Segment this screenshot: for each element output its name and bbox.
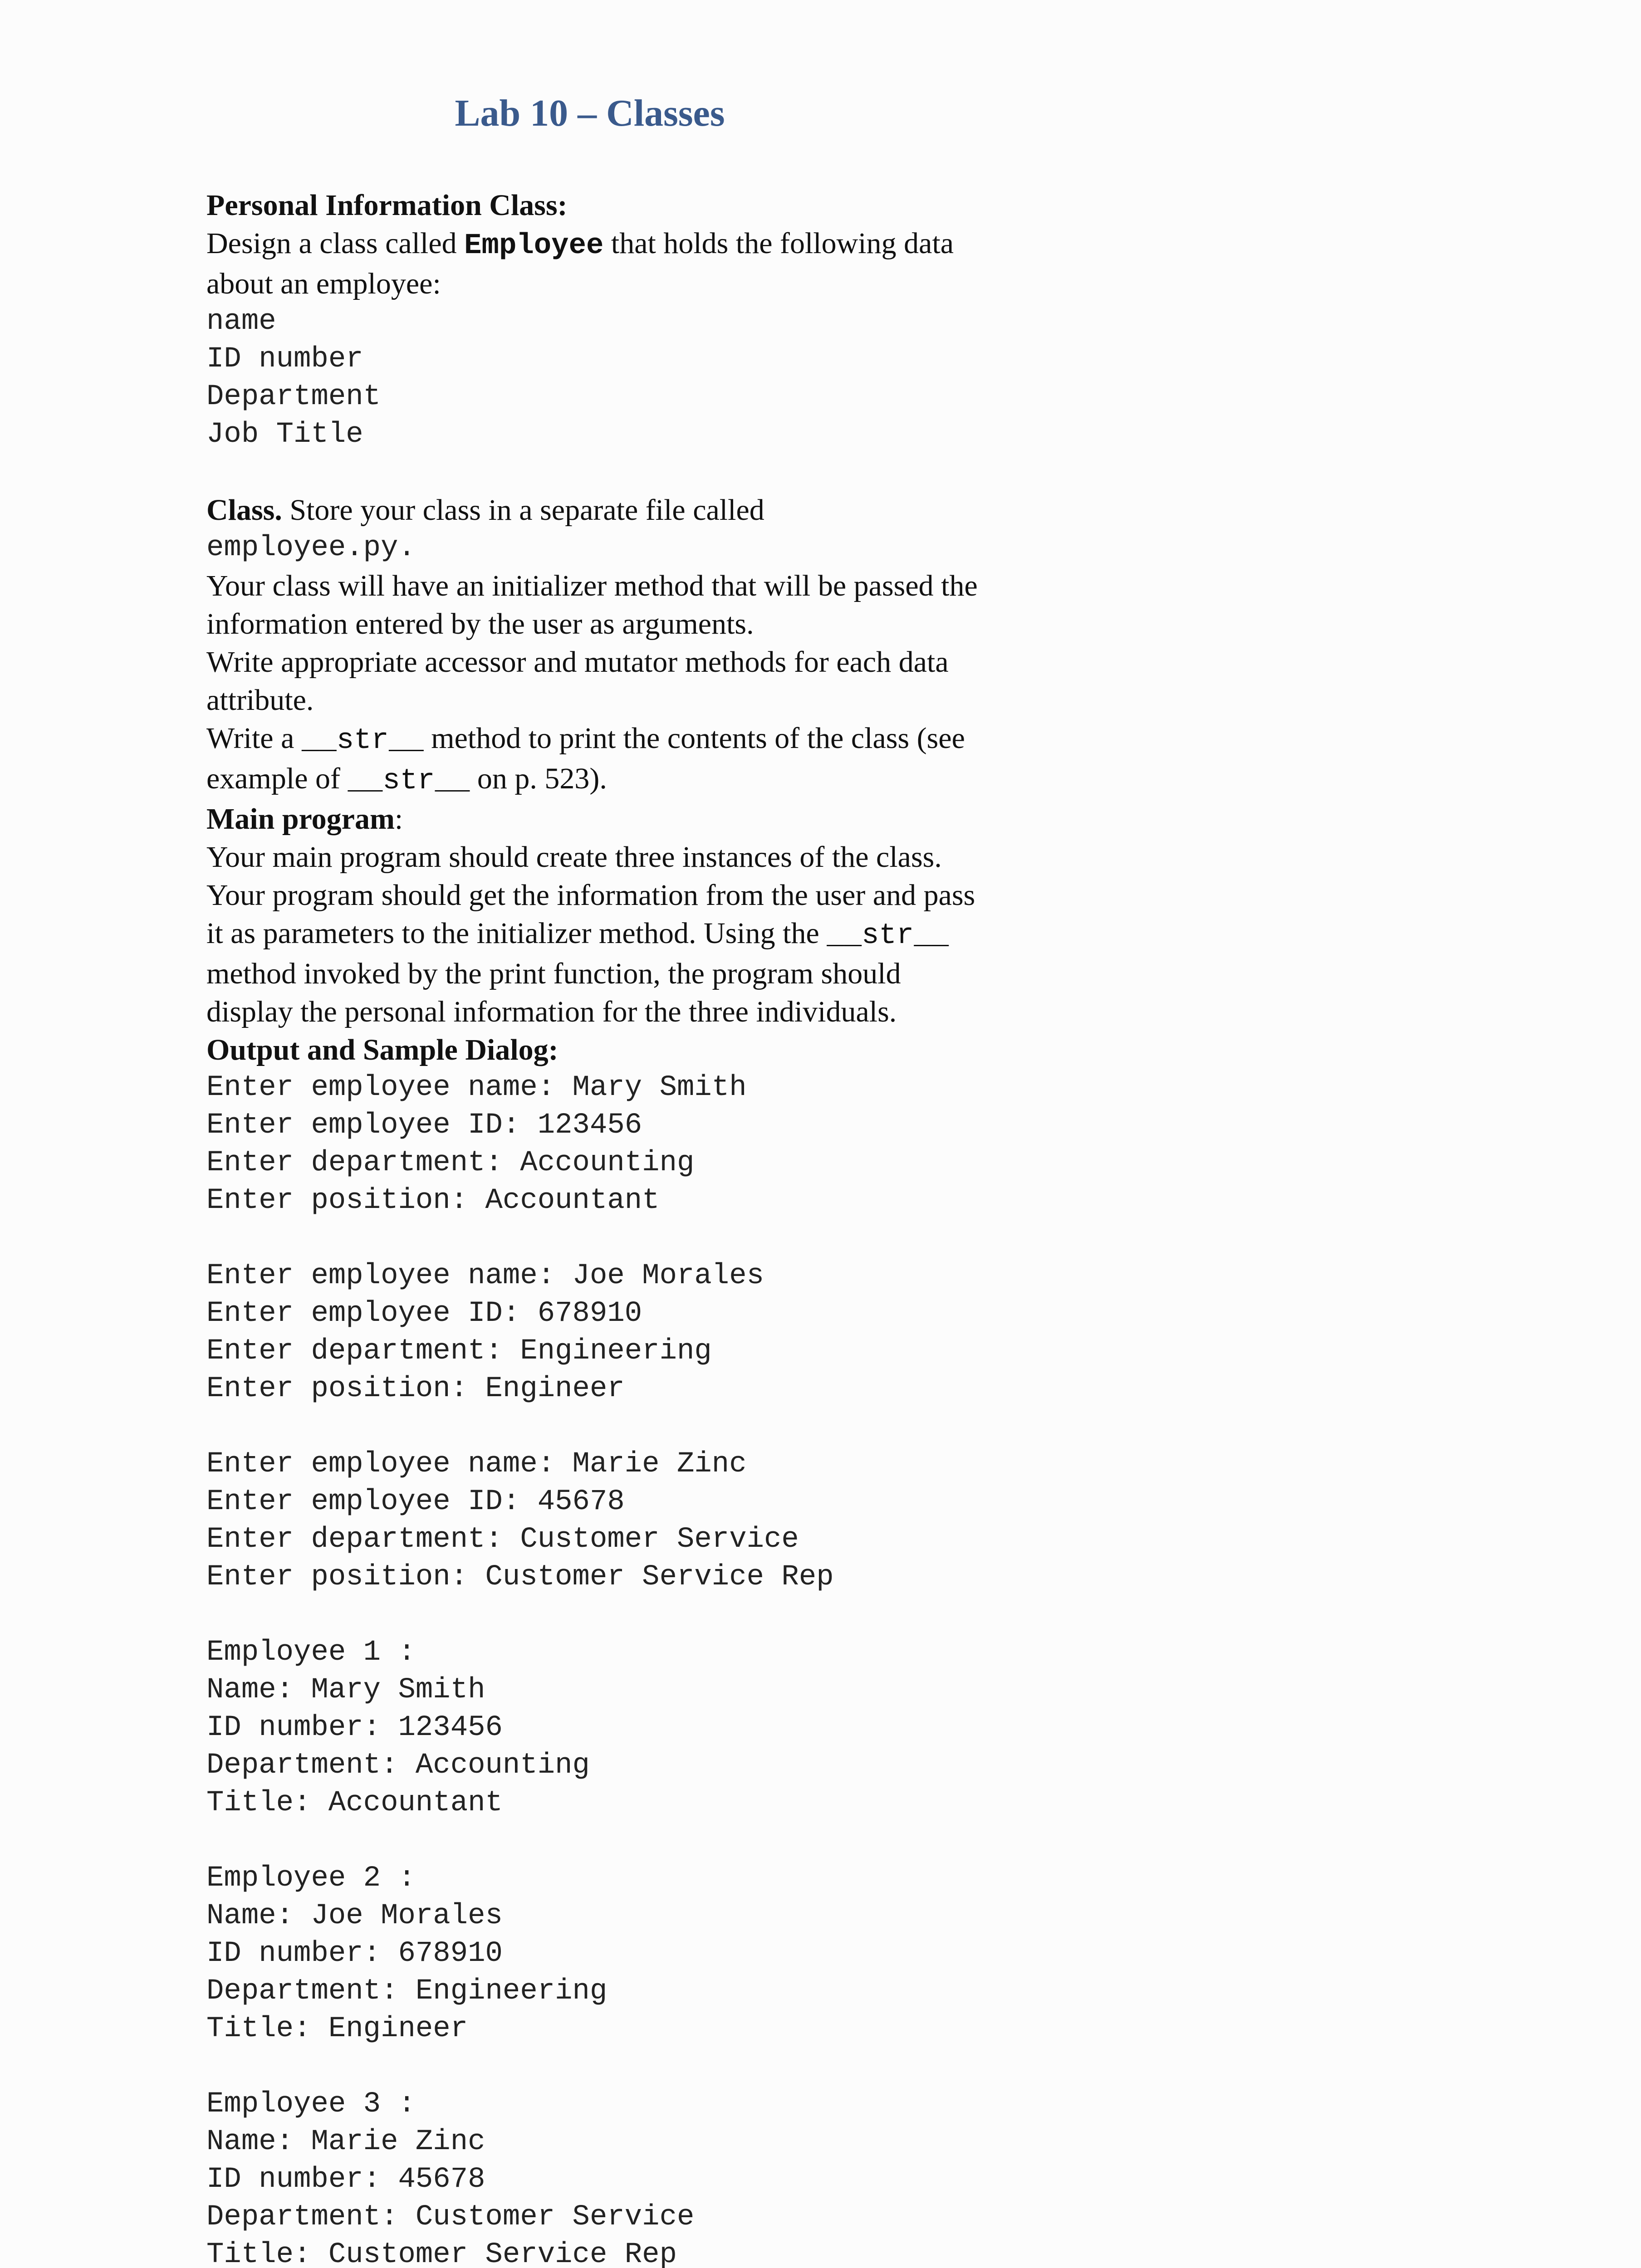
personal-line-2: about an employee:	[206, 267, 441, 300]
output-line: Department: Customer Service	[206, 2200, 695, 2234]
dialog-line: Enter employee ID: 45678	[206, 1485, 625, 1518]
input-block-2	[206, 1257, 1114, 1408]
personal-heading: Personal Information Class:	[206, 188, 568, 222]
main-line-5: display the personal information for the three individuals.	[206, 995, 897, 1028]
output-block-3	[206, 2086, 1114, 2268]
output-heading: Output and Sample Dialog:	[206, 1033, 558, 1066]
field-item: name	[206, 305, 276, 338]
dialog-line: Enter employee ID: 123456	[206, 1109, 642, 1142]
employee-class-name: Employee	[464, 229, 604, 262]
dialog-line: Enter employee ID: 678910	[206, 1297, 642, 1330]
class-para-2-line-1: Write appropriate accessor and mutator methods for each data	[206, 645, 949, 679]
class-para-1-line-2: information entered by the user as arguments.	[206, 607, 754, 640]
personal-line-1: Design a class called Employee that holds the following data	[206, 226, 954, 262]
dialog-line: Enter position: Engineer	[206, 1372, 625, 1405]
input-block-1	[206, 1069, 1114, 1220]
dialog-line: Enter position: Customer Service Rep	[206, 1560, 834, 1593]
dialog-line: Enter position: Accountant	[206, 1184, 660, 1217]
dialog-line: Enter department: Accounting	[206, 1146, 695, 1179]
output-line: Name: Mary Smith	[206, 1673, 485, 1706]
output-block-2	[206, 1860, 1114, 2048]
output-line: Employee 3 :	[206, 2087, 416, 2121]
output-line: Title: Accountant	[206, 1786, 503, 1819]
document-page	[206, 91, 1114, 2268]
dialog-line: Enter employee name: Mary Smith	[206, 1071, 747, 1104]
output-line: ID number: 123456	[206, 1711, 503, 1744]
output-line: Department: Accounting	[206, 1749, 590, 1782]
class-file-name: employee.py.	[206, 531, 416, 564]
main-line-4: method invoked by the print function, the program should	[206, 957, 901, 990]
output-line: Name: Joe Morales	[206, 1899, 503, 1932]
output-line: Employee 1 :	[206, 1636, 416, 1669]
field-item: Department	[206, 380, 381, 413]
class-para-1-line-1: Your class will have an initializer method that will be passed the	[206, 569, 978, 602]
input-block-3	[206, 1446, 1114, 1596]
output-line: Title: Engineer	[206, 2012, 468, 2045]
dialog-line: Enter department: Customer Service	[206, 1523, 799, 1556]
main-program-heading: Main program:	[206, 802, 403, 836]
output-line: Department: Engineering	[206, 1975, 607, 2008]
page-title: Lab 10 – Classes	[455, 92, 725, 134]
class-para-4: example of __str__ on p. 523).	[206, 762, 607, 797]
class-para-2-line-2: attribute.	[206, 683, 314, 717]
dialog-line: Enter employee name: Marie Zinc	[206, 1447, 747, 1481]
field-item: ID number	[206, 342, 363, 376]
dialog-line: Enter employee name: Joe Morales	[206, 1259, 764, 1292]
main-line-2: Your program should get the information from the user and pass	[206, 878, 975, 912]
output-block-1	[206, 1634, 1114, 1822]
class-section-line-1: Class. Store your class in a separate file called	[206, 493, 764, 527]
str-method: __str__	[348, 764, 470, 797]
output-line: Employee 2 :	[206, 1862, 416, 1895]
dialog-line: Enter department: Engineering	[206, 1334, 712, 1368]
output-line: ID number: 45678	[206, 2163, 485, 2196]
output-line: Title: Customer Service Rep	[206, 2238, 677, 2268]
output-line: Name: Marie Zinc	[206, 2125, 485, 2158]
class-para-3: Write a __str__ method to print the contents of the class (see	[206, 721, 965, 757]
str-method: __str__	[827, 919, 949, 952]
str-method: __str__	[301, 724, 424, 757]
field-item: Job Title	[206, 418, 363, 451]
main-line-3: it as parameters to the initializer method. Using the __str__	[206, 916, 949, 952]
output-line: ID number: 678910	[206, 1937, 503, 1970]
main-line-1: Your main program should create three instances of the class.	[206, 840, 942, 874]
